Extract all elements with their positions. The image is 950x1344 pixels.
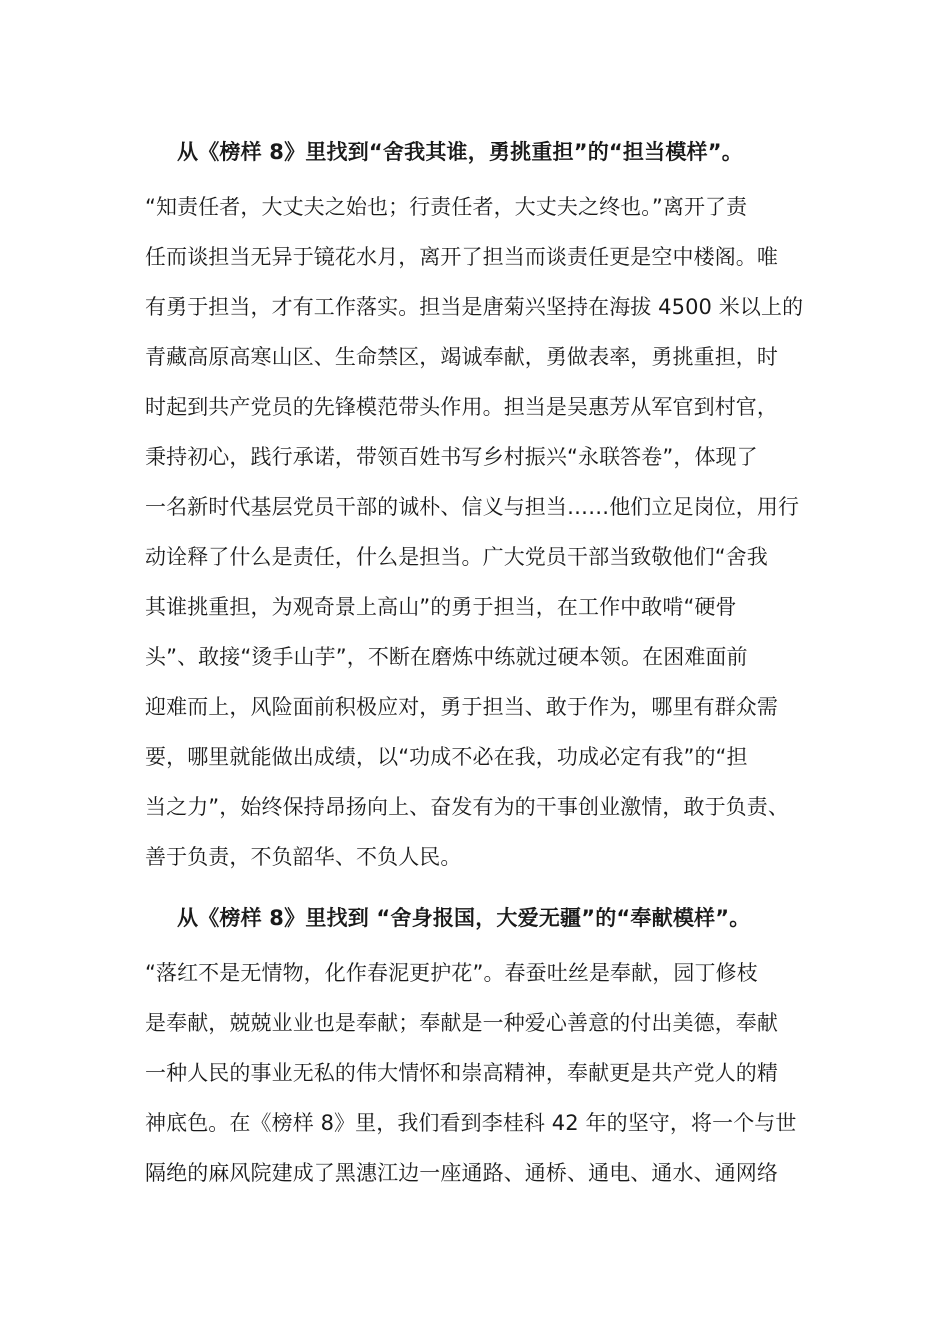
paragraph-line: 迎难而上，风险面前积极应对，勇于担当、敢于作为，哪里有群众需 [145,695,778,719]
paragraph-line: “落红不是无情物，化作春泥更护花”。春蚕吐丝是奉献，园丁修枝 [145,961,758,985]
paragraph-line: 有勇于担当，才有工作落实。担当是唐菊兴坚持在海拔 4500 米以上的 [145,295,804,319]
paragraph-line: 头”、敢接“烫手山芋”，不断在磨炼中练就过硬本领。在困难面前 [145,645,748,669]
paragraph-line: 秉持初心，践行承诺，带领百姓书写乡村振兴“永联答卷”，体现了 [145,445,758,469]
paragraph-line: 要，哪里就能做出成绩，以“功成不必在我，功成必定有我”的“担 [145,745,748,769]
paragraph-line: “知责任者，大丈夫之始也；行责任者，大丈夫之终也。”离开了责 [145,195,748,219]
section-heading: 从《榜样 8》里找到 “舍身报国，大爱无疆”的“奉献模样”。 [177,906,751,930]
section-body [145,182,815,882]
paragraph-line: 动诠释了什么是责任，什么是担当。广大党员干部当致敬他们“舍我 [145,545,768,569]
paragraph-line: 一名新时代基层党员干部的诚朴、信义与担当……他们立足岗位，用行 [145,495,800,519]
paragraph-line: 其谁挑重担，为观奇景上高山”的勇于担当，在工作中敢啃“硬骨 [145,595,737,619]
section-body [145,948,815,1198]
section-responsibility [145,137,815,882]
paragraph-line: 当之力”，始终保持昂扬向上、奋发有为的干事创业激情，敢于负责、 [145,795,789,819]
section-dedication [145,903,815,1198]
section-heading: 从《榜样 8》里找到“舍我其谁，勇挑重担”的“担当模样”。 [177,140,743,164]
paragraph-line: 是奉献，兢兢业业也是奉献；奉献是一种爱心善意的付出美德，奉献 [145,1011,778,1035]
paragraph-line: 隔绝的麻风院建成了黑潓江边一座通路、通桥、通电、通水、通网络 [145,1161,778,1185]
paragraph-line: 任而谈担当无异于镜花水月，离开了担当而谈责任更是空中楼阁。唯 [145,245,778,269]
paragraph-line: 神底色。在《榜样 8》里，我们看到李桂科 42 年的坚守，将一个与世 [145,1111,797,1135]
paragraph-line: 善于负责，不负韶华、不负人民。 [145,845,462,869]
paragraph-line: 时起到共产党员的先锋模范带头作用。担当是吴惠芳从军官到村官， [145,395,778,419]
paragraph-line: 一种人民的事业无私的伟大情怀和崇高精神，奉献更是共产党人的精 [145,1061,778,1085]
paragraph-line: 青藏高原高寒山区、生命禁区，竭诚奉献，勇做表率，勇挑重担，时 [145,345,778,369]
